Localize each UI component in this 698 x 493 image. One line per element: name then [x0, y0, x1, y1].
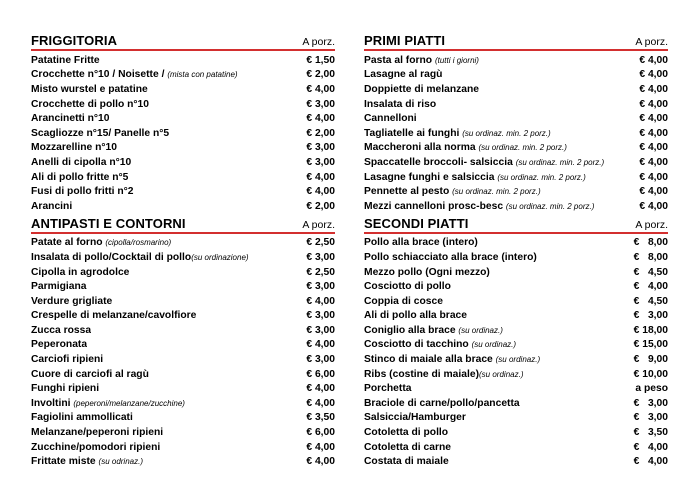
menu-item-text	[31, 442, 160, 453]
menu-item	[31, 236, 335, 251]
menu-item-price: € 4,00	[306, 171, 335, 183]
menu-item-text	[31, 427, 163, 438]
menu-item-price: € 6,00	[306, 368, 335, 380]
menu-item-text	[364, 310, 467, 321]
menu-item-name: Maccheroni alla norma	[364, 142, 479, 154]
menu-item-name: Cosciotto di pollo	[364, 281, 451, 293]
section-divider	[31, 232, 335, 234]
menu-item-name: Cipolla in agrodolce	[31, 266, 130, 278]
menu-item-note: (su ordinaz. min. 2 porz.)	[462, 128, 551, 138]
menu-section-primi-piatti	[364, 31, 668, 214]
section-portion-label: A porz.	[635, 218, 668, 231]
menu-item	[31, 411, 335, 426]
menu-item-price: € 4,00	[639, 200, 668, 212]
menu-item-list	[31, 53, 335, 214]
menu-item-text	[31, 252, 249, 263]
menu-item-text	[31, 157, 131, 168]
menu-item-name: Insalata di pollo/Cocktail di pollo	[31, 251, 192, 263]
section-divider	[31, 49, 335, 51]
menu-item-text	[31, 128, 169, 139]
menu-item-name: Peperonata	[31, 339, 88, 351]
menu-item-text	[31, 99, 149, 110]
menu-item-name: Fagiolini ammollicati	[31, 412, 133, 424]
menu-item-text	[31, 267, 129, 278]
menu-item	[364, 53, 668, 68]
menu-item-text	[364, 252, 537, 263]
right-column	[364, 31, 668, 469]
menu-item-text	[31, 354, 103, 365]
menu-item-price: € 3,00	[306, 98, 335, 110]
menu-item-text	[31, 237, 171, 248]
menu-item	[31, 170, 335, 185]
menu-item-name: Misto wurstel e patatine	[31, 83, 148, 95]
section-portion-label: A porz.	[302, 36, 335, 48]
menu-item-name: Mezzo pollo (Ogni mezzo)	[364, 266, 490, 278]
menu-item	[31, 396, 335, 411]
menu-item-name: Frittate miste	[31, 456, 99, 468]
menu-item-text	[364, 267, 490, 278]
menu-item-text	[31, 113, 110, 124]
menu-item	[31, 126, 335, 141]
menu-item-name: Patate al forno	[31, 237, 106, 249]
menu-item	[364, 309, 668, 324]
menu-item-name: Arancinetti n°10	[31, 113, 110, 125]
menu-item-name: Crocchette n°10 / Noisette /	[31, 69, 168, 81]
menu-item-name: Crespelle di melanzane/cavolfiore	[31, 310, 197, 322]
menu-item-text	[31, 186, 134, 197]
menu-item-text	[364, 172, 586, 183]
section-portion-label: A porz.	[635, 36, 668, 48]
section-title: PRIMI PIATTI	[364, 33, 446, 48]
menu-item	[31, 97, 335, 112]
section-header	[31, 31, 335, 48]
menu-item	[31, 141, 335, 156]
menu-item-price: € 3,50	[306, 412, 335, 424]
menu-item-price: € 4,00	[633, 281, 668, 293]
menu-item-text	[31, 84, 148, 95]
menu-item-note: (tutti i giorni)	[434, 55, 479, 65]
menu-item-name: Mezzi cannelloni prosc-besc	[364, 200, 506, 212]
menu-item	[364, 155, 668, 170]
menu-item-name: Scagliozze n°15/ Panelle n°5	[31, 127, 170, 139]
menu-item-text	[364, 456, 449, 467]
menu-item-price: € 8,00	[633, 237, 668, 249]
menu-section-antipasti-e-contorni	[31, 214, 335, 470]
menu-item	[31, 82, 335, 97]
menu-item-price: € 4,00	[306, 83, 335, 95]
menu-item-note: (su ordinaz.)	[458, 325, 503, 335]
menu-item	[31, 367, 335, 382]
section-header	[364, 214, 668, 231]
menu-item	[31, 111, 335, 126]
menu-item-price: € 4,00	[639, 156, 668, 168]
menu-item-name: Braciole di carne/pollo/pancetta	[364, 397, 520, 409]
section-portion-label: A porz.	[302, 218, 335, 231]
menu-item-name: Salsiccia/Hamburger	[364, 412, 466, 424]
menu-item-text	[31, 142, 117, 153]
menu-item-name: Patatine Fritte	[31, 54, 100, 66]
menu-item-price: € 4,00	[306, 456, 335, 468]
menu-item-text	[31, 172, 128, 183]
menu-item	[364, 141, 668, 156]
menu-item-text	[364, 69, 442, 80]
menu-item-text	[364, 128, 551, 139]
menu-item-name: Stinco di maiale alla brace	[364, 354, 496, 366]
menu-item-name: Anelli di cipolla n°10	[31, 156, 132, 168]
menu-item-name: Coniglio alla brace	[364, 324, 459, 336]
menu-item	[364, 338, 668, 353]
menu-item-name: Porchetta	[364, 383, 412, 395]
menu-item-name: Lasagne funghi e salsiccia	[364, 171, 498, 183]
menu-item-price: € 2,00	[306, 200, 335, 212]
menu-item-price: € 4,00	[633, 441, 668, 453]
menu-item	[364, 352, 668, 367]
menu-item-name: Zucca rossa	[31, 324, 92, 336]
menu-item-text	[31, 310, 196, 321]
menu-item-name: Coppia di cosce	[364, 295, 443, 307]
menu-item-note: (su ordinaz. min. 2 porz.)	[478, 143, 567, 153]
menu-item-price: € 1,50	[306, 54, 335, 66]
menu-item-name: Carciofi ripieni	[31, 354, 104, 366]
menu-item	[364, 411, 668, 426]
menu-item-price: € 4,00	[306, 383, 335, 395]
menu-item	[364, 381, 668, 396]
menu-item	[31, 338, 335, 353]
menu-item-note: (su ordinaz.)	[495, 355, 541, 365]
menu-item-text	[364, 113, 417, 124]
menu-item-price: € 2,00	[306, 69, 335, 81]
menu-item	[364, 236, 668, 251]
menu-item-note: (su ordinazione)	[191, 252, 249, 262]
menu-item	[364, 170, 668, 185]
menu-item-list	[31, 236, 335, 470]
menu-item-name: Lasagne al ragù	[364, 69, 443, 81]
menu-item-text	[31, 412, 133, 423]
menu-item-price: € 4,00	[306, 186, 335, 198]
menu-item	[31, 323, 335, 338]
menu-item-text	[364, 412, 466, 423]
menu-item-price: € 3,00	[306, 142, 335, 154]
menu-item-name: Parmigiana	[31, 281, 87, 293]
menu-item-price: € 2,00	[306, 127, 335, 139]
menu-item	[364, 68, 668, 83]
menu-item-price: € 15,00	[633, 339, 668, 351]
menu-item	[364, 111, 668, 126]
menu-item-price: € 4,00	[639, 69, 668, 81]
menu-item-name: Costata di maiale	[364, 456, 449, 468]
menu-item	[364, 367, 668, 382]
menu-item-price: € 4,00	[639, 127, 668, 139]
menu-item-price: € 4,50	[633, 266, 668, 278]
menu-item	[364, 279, 668, 294]
menu-item-text	[31, 325, 91, 336]
menu-item	[31, 425, 335, 440]
menu-section-secondi-piatti	[364, 214, 668, 470]
menu-item	[364, 199, 668, 214]
menu-item	[31, 184, 335, 199]
menu-item-name: Ali di pollo fritte n°5	[31, 171, 129, 183]
menu-item-text	[364, 186, 541, 197]
menu-item	[364, 454, 668, 469]
menu-item-text	[364, 99, 436, 110]
menu-item-name: Cotoletta di carne	[364, 441, 451, 453]
menu-item-price: € 3,00	[633, 397, 668, 409]
menu-item-text	[364, 296, 443, 307]
menu-item	[364, 126, 668, 141]
menu-item-text	[364, 142, 567, 153]
menu-item-price: € 18,00	[633, 324, 668, 336]
menu-item	[31, 250, 335, 265]
menu-item-price: € 4,00	[639, 186, 668, 198]
menu-item-price: € 4,00	[639, 83, 668, 95]
menu-item	[364, 184, 668, 199]
menu-item-note: (su ordinaz. min. 2 porz.)	[505, 201, 595, 211]
menu-item-list	[364, 236, 668, 470]
menu-item-price: € 4,00	[306, 397, 335, 409]
menu-item	[31, 155, 335, 170]
menu-section-friggitoria	[31, 31, 335, 214]
menu-item-price: € 4,00	[639, 113, 668, 125]
menu-item-text	[31, 296, 112, 307]
menu-item-text	[364, 84, 479, 95]
menu-item-text	[31, 398, 185, 409]
menu-item-price: € 8,00	[633, 251, 668, 263]
section-title: ANTIPASTI E CONTORNI	[31, 215, 186, 231]
menu-item-name: Funghi ripieni	[31, 383, 100, 395]
section-title: SECONDI PIATTI	[364, 215, 469, 231]
menu-item-note: (su ordinaz. min. 2 porz.)	[515, 157, 605, 167]
menu-item	[31, 199, 335, 214]
menu-item-text	[31, 55, 100, 66]
menu-item-name: Cotoletta di pollo	[364, 427, 449, 439]
menu-item-price: € 10,00	[633, 368, 668, 380]
menu-item-name: Zucchine/pomodori ripieni	[31, 441, 161, 453]
left-column	[31, 31, 335, 469]
menu-item	[31, 265, 335, 280]
menu-item-price: € 4,00	[306, 339, 335, 351]
menu-item	[31, 381, 335, 396]
menu-item	[31, 53, 335, 68]
menu-item	[364, 425, 668, 440]
menu-item-name: Verdure grigliate	[31, 295, 113, 307]
menu-item-name: Mozzarelline n°10	[31, 142, 117, 154]
right-sections	[364, 31, 668, 469]
menu-item-name: Cosciotto di tacchino	[364, 339, 472, 351]
menu-item	[31, 454, 335, 469]
menu-item	[364, 97, 668, 112]
menu-item-name: Pasta al forno	[364, 54, 435, 66]
menu-item-price: € 3,00	[306, 281, 335, 293]
menu-item-price: € 2,50	[306, 266, 335, 278]
menu-item	[31, 352, 335, 367]
menu-item-text	[364, 427, 448, 438]
menu-item-price: € 3,00	[306, 324, 335, 336]
section-header	[31, 214, 335, 231]
menu-item-text	[31, 383, 99, 394]
menu-item-text	[31, 69, 238, 80]
menu-item-list	[364, 53, 668, 214]
menu-item-price: € 3,50	[633, 427, 668, 439]
menu-item-price: € 4,00	[306, 441, 335, 453]
menu-item-name: Pollo schiacciato alla brace (intero)	[364, 251, 537, 263]
menu-item-name: Cuore di carciofi al ragù	[31, 368, 149, 380]
menu-item-price: € 3,00	[306, 251, 335, 263]
menu-item-price: € 4,00	[639, 54, 668, 66]
menu-item-name: Insalata di riso	[364, 98, 437, 110]
menu-item-name: Ribs (costine di maiale)	[364, 368, 480, 380]
menu-item-text	[31, 201, 72, 212]
menu-item	[364, 250, 668, 265]
menu-item-text	[31, 339, 87, 350]
menu-item	[31, 68, 335, 83]
menu-item-name: Ali di pollo alla brace	[364, 310, 467, 322]
menu-item-text	[364, 325, 503, 336]
menu-item-text	[31, 281, 87, 292]
menu-item-price: a peso	[635, 383, 668, 395]
menu-item-price: € 3,00	[633, 310, 668, 322]
menu-item-price: € 3,00	[306, 310, 335, 322]
menu-item-name: Doppiette di melanzane	[364, 83, 480, 95]
menu-item-price: € 4,00	[639, 98, 668, 110]
menu-item-price: € 4,00	[633, 456, 668, 468]
menu-item-note: (su odrinaz.)	[98, 457, 143, 467]
menu-item	[364, 294, 668, 309]
menu-item	[31, 440, 335, 455]
menu-item-name: Fusi di pollo fritti n°2	[31, 186, 134, 198]
menu-item-price: € 9,00	[633, 354, 668, 366]
menu-item-name: Spaccatelle broccoli- salsiccia	[364, 156, 516, 168]
section-divider	[364, 49, 668, 51]
menu-item-name: Pollo alla brace (intero)	[364, 237, 478, 249]
menu-item-note: (su ordinaz. min. 2 porz.)	[452, 187, 541, 197]
menu-item	[31, 279, 335, 294]
menu-item	[31, 294, 335, 309]
section-title: FRIGGITORIA	[31, 33, 118, 48]
menu-item-name: Arancini	[31, 200, 73, 212]
menu-item	[364, 82, 668, 97]
menu-item-price: € 4,00	[306, 295, 335, 307]
menu-item-price: € 3,00	[306, 156, 335, 168]
menu-item-name: Tagliatelle ai funghi	[364, 127, 463, 139]
section-divider	[364, 232, 668, 234]
menu-item-note: (peperoni/melanzane/zucchine)	[73, 398, 185, 408]
menu-item-text	[364, 55, 479, 66]
menu-item-name: Crocchette di pollo n°10	[31, 98, 149, 110]
menu-item	[364, 265, 668, 280]
menu-item-text	[364, 339, 516, 350]
menu-item-text	[364, 398, 520, 409]
menu-item-text	[364, 354, 540, 365]
menu-item-note: (cipolla/rosmarino)	[105, 238, 172, 248]
menu-item	[364, 323, 668, 338]
menu-item-price: € 3,00	[306, 354, 335, 366]
menu-item	[364, 440, 668, 455]
menu-item-text	[364, 281, 451, 292]
menu-item-text	[31, 456, 143, 467]
menu-item-text	[364, 383, 412, 394]
menu-item-price: € 4,50	[633, 295, 668, 307]
section-header	[364, 31, 668, 48]
menu-item	[364, 396, 668, 411]
menu-item-text	[364, 369, 523, 380]
menu-item-note: (su ordinaz.)	[471, 340, 517, 350]
menu-item-name: Pennette al pesto	[364, 186, 453, 198]
menu-item-note: (mista con patatine)	[167, 70, 238, 80]
menu-item-name: Melanzane/peperoni ripieni	[31, 427, 164, 439]
menu-item-price: € 4,00	[639, 142, 668, 154]
left-sections	[31, 31, 335, 469]
menu-item-name: Cannelloni	[364, 113, 417, 125]
menu-item-text	[364, 237, 478, 248]
menu-item-text	[364, 157, 604, 168]
menu-item-text	[364, 442, 451, 453]
menu-item-price: € 2,50	[306, 237, 335, 249]
menu-item-price: € 3,00	[633, 412, 668, 424]
menu-item-text	[31, 369, 149, 380]
menu-item-note: (su ordinaz.)	[479, 369, 524, 379]
menu-item	[31, 309, 335, 324]
menu-item-text	[364, 201, 594, 212]
menu-item-note: (su ordinaz. min. 2 porz.)	[497, 172, 586, 182]
menu-item-price: € 6,00	[306, 427, 335, 439]
menu-item-name: Involtini	[31, 397, 74, 409]
menu-item-price: € 4,00	[639, 171, 668, 183]
menu-item-price: € 4,00	[306, 113, 335, 125]
